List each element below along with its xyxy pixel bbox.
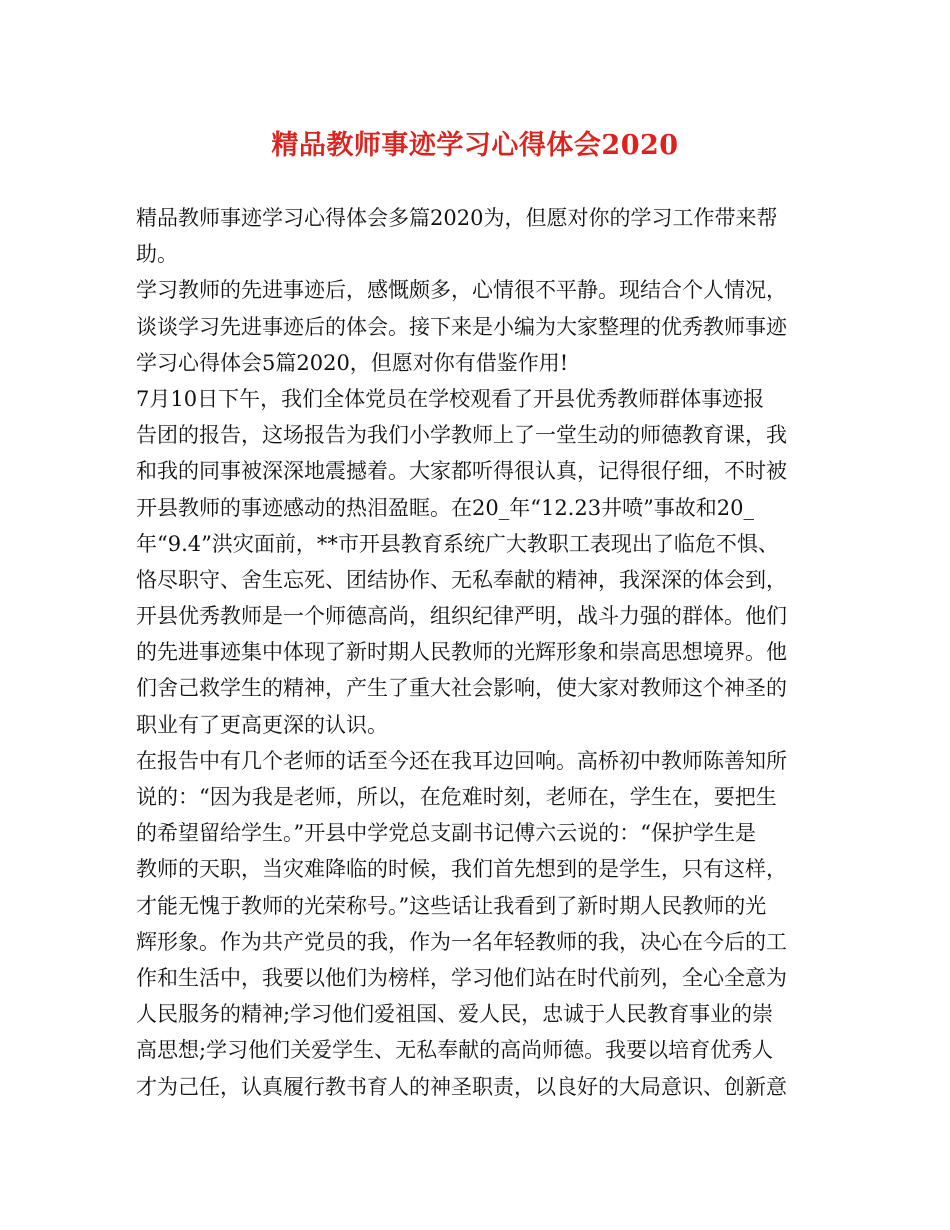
text-line: 人民服务的精神;学习他们爱祖国、爱人民，忠诚于人民教育事业的崇 (136, 1002, 774, 1027)
text-line: 才为己任，认真履行教书育人的神圣职责，以良好的大局意识、创新意 (136, 1074, 787, 1099)
text-line: 教师的天职，当灾难降临的时候，我们首先想到的是学生，只有这样， (136, 857, 787, 882)
document-body (136, 200, 826, 1105)
text-line: 作和生活中，我要以他们为榜样，学习他们站在时代前列，全心全意为 (136, 965, 787, 990)
text-line: 恪尽职守、舍生忘死、团结协作、无私奉献的精神，我深深的体会到， (136, 567, 787, 592)
text-line: 7月10日下午，我们全体党员在学校观看了开县优秀教师群体事迹报 (136, 386, 765, 411)
text-line: 和我的同事被深深地震撼着。大家都听得很认真，记得很仔细，不时被 (136, 459, 787, 484)
text-line: 学习心得体会5篇2020，但愿对你有借鉴作用! (136, 350, 569, 375)
text-line: 告团的报告，这场报告为我们小学教师上了一堂生动的师德教育课，我 (136, 423, 787, 448)
text-line: 说的：“因为我是老师，所以，在危难时刻，老师在，学生在，要把生 (136, 785, 777, 809)
text-line: 精品教师事迹学习心得体会多篇2020为，但愿对你的学习工作带来帮 (136, 206, 778, 230)
text-line: 助。 (136, 242, 178, 267)
text-line: 的希望留给学生。”开县中学党总支副书记傅六云说的：“保护学生是 (136, 821, 756, 846)
text-line: 在报告中有几个老师的话至今还在我耳边回响。高桥初中教师陈善知所 (136, 748, 787, 773)
text-line: 高思想;学习他们关爱学生、无私奉献的高尚师德。我要以培育优秀人 (136, 1038, 774, 1063)
document-title: 精品教师事迹学习心得体会2020 (271, 130, 679, 161)
text-line: 学习教师的先进事迹后，感慨颇多，心情很不平静。现结合个人情况， (136, 278, 787, 303)
text-line: 谈谈学习先进事迹后的体会。接下来是小编为大家整理的优秀教师事迹 (136, 314, 787, 339)
text-line: 开县教师的事迹感动的热泪盈眶。在20_年“12.23井喷”事故和20_ (136, 495, 755, 520)
text-line: 才能无愧于教师的光荣称号。”这些话让我看到了新时期人民教师的光 (136, 893, 767, 918)
text-line: 辉形象。作为共产党员的我，作为一名年轻教师的我，决心在今后的工 (136, 929, 787, 954)
text-line: 开县优秀教师是一个师德高尚，组织纪律严明，战斗力强的群体。他们 (136, 604, 787, 629)
text-line: 的先进事迹集中体现了新时期人民教师的光辉形象和崇高思想境界。他 (136, 640, 787, 665)
text-line: 们舍己救学生的精神，产生了重大社会影响，使大家对教师这个神圣的 (136, 676, 787, 701)
text-line: 职业有了更高更深的认识。 (136, 712, 388, 737)
text-line: 年“9.4”洪灾面前，**市开县教育系统广大教职工表现出了临危不惧、 (136, 531, 779, 556)
